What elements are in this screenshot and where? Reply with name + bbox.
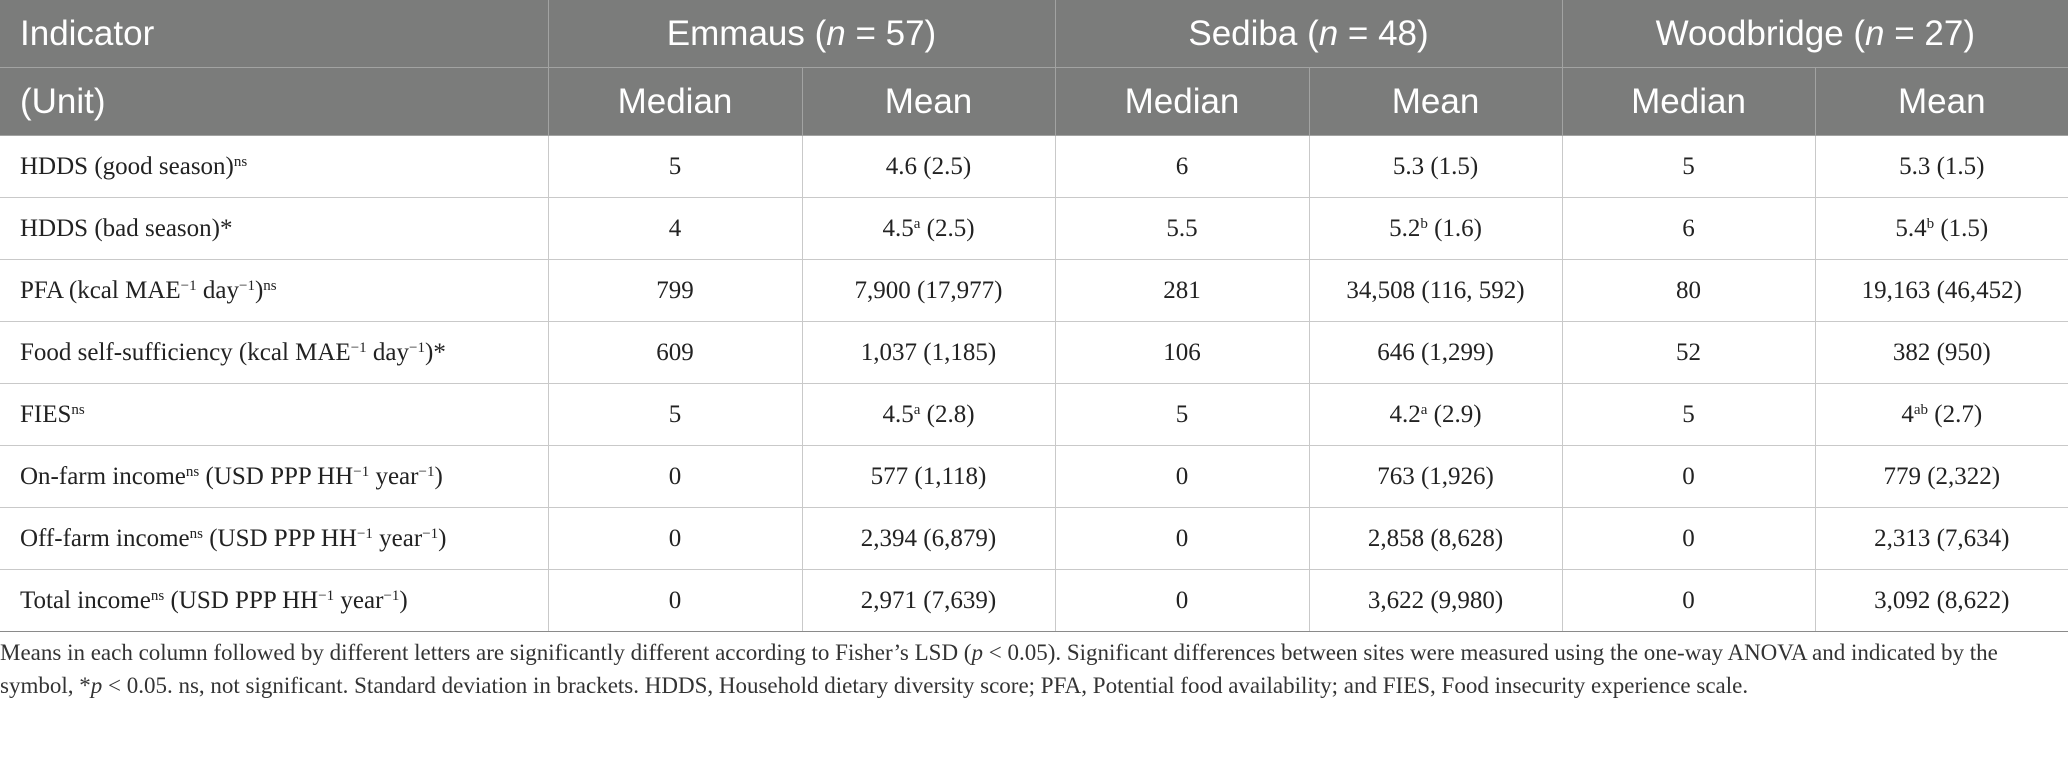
- table-row: [0, 322, 2068, 384]
- median-cell: [1055, 384, 1309, 446]
- cell-sd: (1.6): [1427, 214, 1482, 242]
- indicator-label: Off-farm income: [20, 524, 190, 552]
- header-median: Median: [1055, 68, 1309, 136]
- median-cell: [1562, 570, 1815, 632]
- table-row: [0, 198, 2068, 260]
- cell-value: 19,163 (46,452): [1861, 276, 2022, 304]
- header-row-stats: [0, 68, 2068, 136]
- mean-cell: [1815, 384, 2068, 446]
- indicator-label: (USD PPP HH: [202, 524, 357, 552]
- cell-value: 646 (1,299): [1377, 338, 1494, 366]
- cell-value: 0: [668, 462, 682, 490]
- indicator-label: day: [366, 338, 410, 366]
- indicator-label: (USD PPP HH: [164, 586, 319, 614]
- mean-cell: [1309, 136, 1562, 198]
- cell-value: 799: [656, 276, 694, 304]
- cell-value: 5.3 (1.5): [1899, 152, 1985, 180]
- indicator-label: Food self-sufficiency (kcal MAE: [20, 338, 351, 366]
- significance-letter: a: [913, 401, 921, 418]
- indicator-label: FIES: [20, 400, 72, 428]
- indicator-superscript: −1: [353, 463, 370, 480]
- significance-letter: a: [1420, 401, 1428, 418]
- table-row: [0, 136, 2068, 198]
- cell-value: 382 (950): [1892, 338, 1991, 366]
- cell-value: 5: [1682, 400, 1695, 428]
- indicator-cell: [0, 260, 548, 322]
- cell-value: 0: [668, 524, 682, 552]
- cell-value: 3,092 (8,622): [1874, 586, 2010, 614]
- table-footnote: Means in each column followed by different letters are significantly different according to Fisher’s LSD (p < 0.05). Significant differences between sites were measured using the one-way ANOVA and indicated by the symbol, *p < 0.05. ns, not significant. Standard deviation in brackets. HDDS, Household dietary diversity score; PFA, Potential food availability; and FIES, Food insecurity experience scale.: [0, 640, 1998, 698]
- indicator-label: ): [434, 462, 443, 490]
- mean-cell: [1309, 570, 1562, 632]
- indicator-superscript: −1: [356, 525, 373, 542]
- cell-value: 80: [1676, 276, 1702, 304]
- significance-letter: a: [913, 215, 921, 232]
- mean-cell: [1309, 446, 1562, 508]
- median-cell: [1562, 136, 1815, 198]
- cell-value: 5.5: [1166, 214, 1198, 242]
- significance-letter: b: [1420, 215, 1428, 232]
- mean-cell: [1815, 260, 2068, 322]
- indicator-superscript: −1: [350, 339, 367, 356]
- median-cell: [1055, 570, 1309, 632]
- indicator-label: Total income: [20, 586, 151, 614]
- header-site-emmaus: Emmaus (n = 57): [548, 0, 1055, 68]
- cell-value: 5: [668, 400, 682, 428]
- indicator-label: (USD PPP HH: [199, 462, 354, 490]
- indicator-label: year: [372, 524, 423, 552]
- cell-value: 779 (2,322): [1883, 462, 2001, 490]
- median-cell: [1562, 198, 1815, 260]
- indicator-label: year: [369, 462, 419, 490]
- median-cell: [1055, 136, 1309, 198]
- indicator-label: HDDS (good season): [20, 152, 234, 180]
- median-cell: [548, 384, 802, 446]
- median-cell: [1055, 508, 1309, 570]
- cell-value: 5: [1175, 400, 1189, 428]
- table-header: [0, 0, 2068, 136]
- indicator-label: )*: [425, 338, 446, 366]
- indicator-superscript: −1: [383, 587, 400, 604]
- indicator-label: On-farm income: [20, 462, 186, 490]
- table-row: [0, 446, 2068, 508]
- cell-value: 0: [1682, 462, 1695, 490]
- table-row: [0, 384, 2068, 446]
- cell-value: 4: [1901, 400, 1914, 428]
- indicator-cell: [0, 570, 548, 632]
- mean-cell: [1815, 446, 2068, 508]
- cell-value: 4: [668, 214, 682, 242]
- cell-value: 0: [1682, 524, 1695, 552]
- header-median: Median: [1562, 68, 1815, 136]
- cell-value: 5.2: [1389, 214, 1421, 242]
- median-cell: [1055, 198, 1309, 260]
- indicator-superscript: ns: [150, 587, 165, 604]
- header-mean: Mean: [802, 68, 1055, 136]
- cell-value: 4.6 (2.5): [885, 152, 972, 180]
- cell-value: 609: [656, 338, 694, 366]
- indicator-cell: [0, 446, 548, 508]
- cell-value: 5.4: [1895, 214, 1927, 242]
- cell-value: 52: [1676, 338, 1702, 366]
- median-cell: [1055, 322, 1309, 384]
- mean-cell: [802, 198, 1055, 260]
- significance-letter: ab: [1913, 401, 1929, 418]
- mean-cell: [1815, 570, 2068, 632]
- header-mean: Mean: [1309, 68, 1562, 136]
- median-cell: [548, 446, 802, 508]
- cell-value: 3,622 (9,980): [1367, 586, 1504, 614]
- indicator-superscript: −1: [418, 463, 435, 480]
- cell-value: 577 (1,118): [870, 462, 987, 490]
- median-cell: [548, 198, 802, 260]
- mean-cell: [802, 136, 1055, 198]
- indicator-superscript: ns: [233, 153, 248, 170]
- table-row: [0, 508, 2068, 570]
- header-median: Median: [548, 68, 802, 136]
- cell-value: 5: [1682, 152, 1695, 180]
- cell-value: 6: [1175, 152, 1189, 180]
- median-cell: [1562, 446, 1815, 508]
- cell-value: 4.5: [882, 400, 914, 428]
- cell-sd: (2.5): [920, 214, 975, 242]
- mean-cell: [1815, 198, 2068, 260]
- cell-value: 2,971 (7,639): [860, 586, 997, 614]
- indicator-superscript: ns: [185, 463, 200, 480]
- cell-value: 281: [1163, 276, 1201, 304]
- median-cell: [1562, 260, 1815, 322]
- cell-value: 1,037 (1,185): [860, 338, 997, 366]
- table-row: [0, 570, 2068, 632]
- indicator-superscript: −1: [409, 339, 425, 356]
- median-cell: [548, 136, 802, 198]
- median-cell: [548, 260, 802, 322]
- cell-value: 106: [1163, 338, 1201, 366]
- cell-value: 4.5: [882, 214, 914, 242]
- indicator-superscript: −1: [180, 277, 197, 294]
- cell-sd: (1.5): [1934, 214, 1989, 242]
- median-cell: [548, 508, 802, 570]
- median-cell: [1562, 508, 1815, 570]
- header-row-sites: [0, 0, 2068, 68]
- mean-cell: [1309, 508, 1562, 570]
- mean-cell: [802, 508, 1055, 570]
- cell-value: 6: [1682, 214, 1695, 242]
- header-mean: Mean: [1815, 68, 2068, 136]
- mean-cell: [802, 322, 1055, 384]
- indicator-superscript: ns: [263, 277, 277, 294]
- header-site-woodbridge: Woodbridge (n = 27): [1562, 0, 2068, 68]
- indicator-label: day: [196, 276, 239, 304]
- header-indicator: Indicator: [0, 0, 548, 68]
- cell-value: 5.3 (1.5): [1392, 152, 1479, 180]
- cell-value: 0: [1175, 586, 1189, 614]
- cell-value: 0: [1175, 524, 1189, 552]
- median-cell: [1055, 446, 1309, 508]
- mean-cell: [1815, 508, 2068, 570]
- indicator-superscript: −1: [318, 587, 335, 604]
- mean-cell: [1309, 260, 1562, 322]
- cell-value: 2,858 (8,628): [1367, 524, 1504, 552]
- cell-value: 2,313 (7,634): [1874, 524, 2010, 552]
- significance-letter: b: [1926, 215, 1935, 232]
- indicator-label: ): [438, 524, 447, 552]
- indicator-superscript: −1: [422, 525, 439, 542]
- indicator-label: HDDS (bad season)*: [20, 214, 233, 242]
- indicator-superscript: ns: [71, 401, 85, 418]
- mean-cell: [1309, 384, 1562, 446]
- indicator-cell: [0, 508, 548, 570]
- cell-sd: (2.9): [1427, 400, 1482, 428]
- indicator-cell: [0, 384, 548, 446]
- cell-value: 0: [1175, 462, 1189, 490]
- indicator-cell: [0, 198, 548, 260]
- median-cell: [1055, 260, 1309, 322]
- header-unit: (Unit): [0, 68, 548, 136]
- indicator-label: ): [399, 586, 408, 614]
- cell-value: 0: [1682, 586, 1695, 614]
- indicator-cell: [0, 136, 548, 198]
- header-site-sediba: Sediba (n = 48): [1055, 0, 1562, 68]
- cell-value: 34,508 (116, 592): [1346, 276, 1525, 304]
- cell-value: 0: [668, 586, 682, 614]
- indicator-label: ): [254, 276, 264, 304]
- cell-value: 4.2: [1389, 400, 1421, 428]
- indicator-label: PFA (kcal MAE: [20, 276, 181, 304]
- median-cell: [548, 322, 802, 384]
- indicator-superscript: ns: [189, 525, 203, 542]
- median-cell: [548, 570, 802, 632]
- cell-value: 5: [668, 152, 682, 180]
- mean-cell: [1309, 198, 1562, 260]
- mean-cell: [802, 570, 1055, 632]
- indicator-superscript: −1: [238, 277, 255, 294]
- median-cell: [1562, 384, 1815, 446]
- mean-cell: [802, 384, 1055, 446]
- mean-cell: [802, 446, 1055, 508]
- median-cell: [1562, 322, 1815, 384]
- cell-sd: (2.8): [920, 400, 975, 428]
- table-row: [0, 260, 2068, 322]
- table-body: [0, 136, 2068, 632]
- cell-sd: (2.7): [1928, 400, 1983, 428]
- indicator-label: year: [334, 586, 384, 614]
- cell-value: 2,394 (6,879): [860, 524, 997, 552]
- cell-value: 7,900 (17,977): [854, 276, 1003, 304]
- mean-cell: [1815, 322, 2068, 384]
- indicator-cell: [0, 322, 548, 384]
- mean-cell: [802, 260, 1055, 322]
- mean-cell: [1815, 136, 2068, 198]
- cell-value: 763 (1,926): [1377, 462, 1494, 490]
- mean-cell: [1309, 322, 1562, 384]
